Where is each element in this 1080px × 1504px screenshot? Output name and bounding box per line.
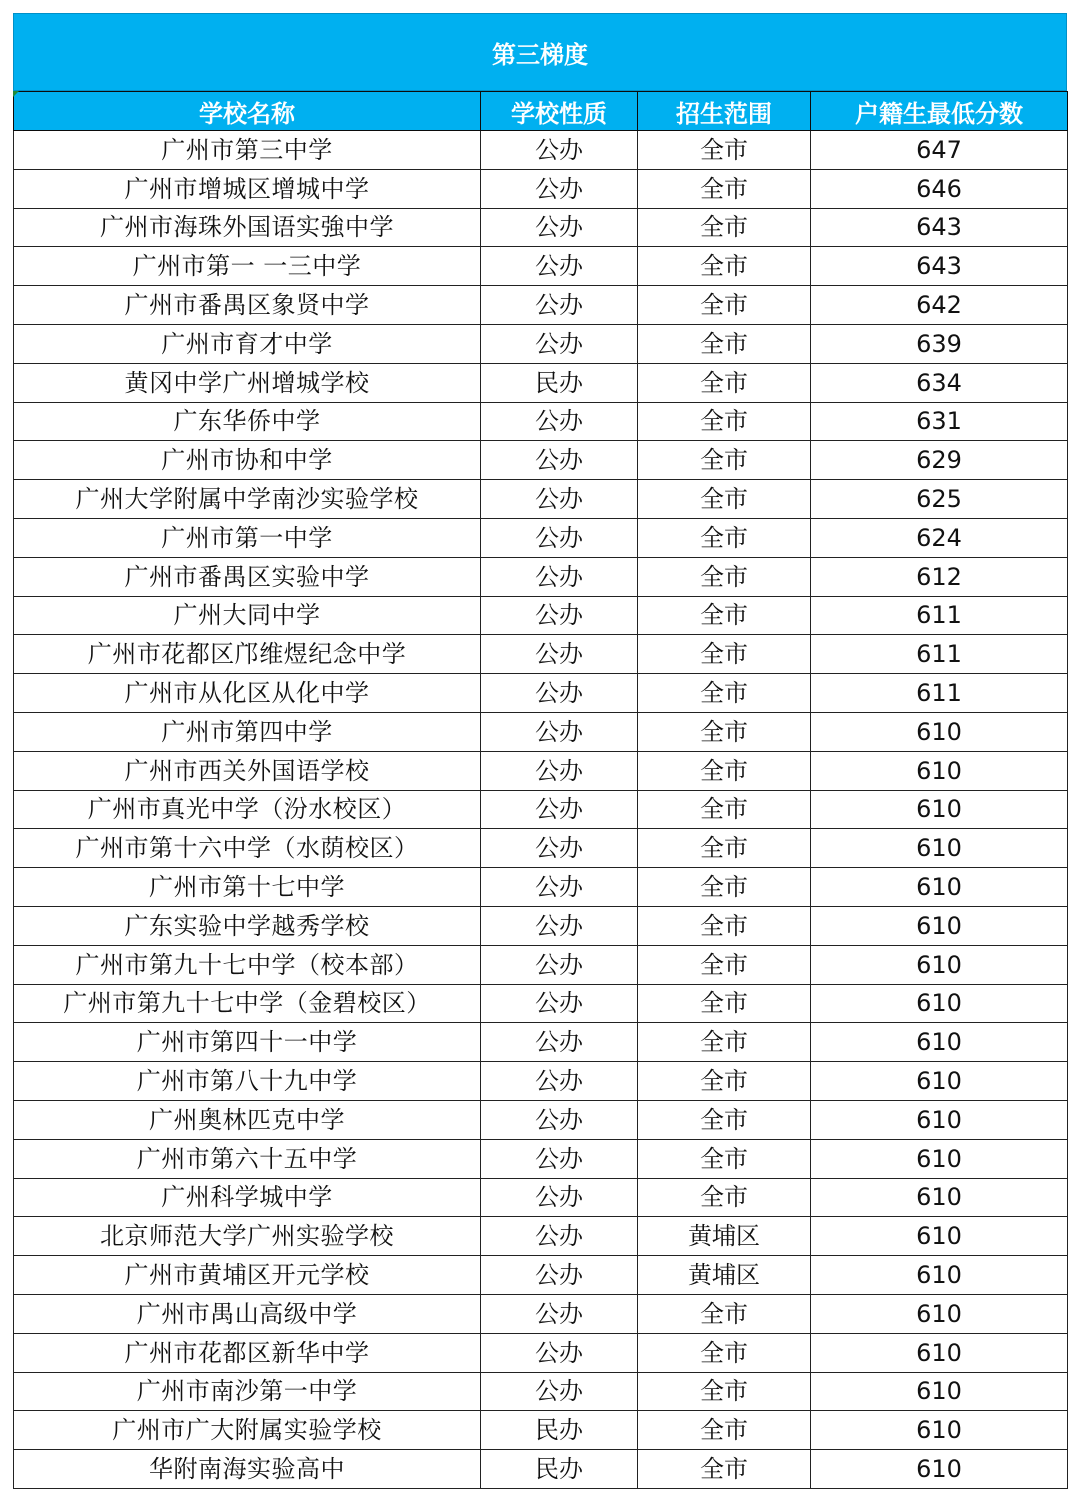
- cell-school-type: 公办: [481, 868, 638, 907]
- cell-enrollment-scope: 全市: [638, 131, 811, 170]
- table-row: [14, 1023, 1068, 1062]
- cell-enrollment-scope: 全市: [638, 1450, 811, 1489]
- cell-min-score: 610: [811, 1139, 1068, 1178]
- cell-enrollment-scope: 全市: [638, 557, 811, 596]
- cell-school-type: 公办: [481, 557, 638, 596]
- cell-school-name: 广州大同中学: [14, 596, 481, 635]
- cell-enrollment-scope: 全市: [638, 480, 811, 519]
- cell-min-score: 646: [811, 169, 1068, 208]
- cell-enrollment-scope: 全市: [638, 829, 811, 868]
- cell-min-score: 610: [811, 1411, 1068, 1450]
- cell-school-type: 公办: [481, 1372, 638, 1411]
- cell-school-name: 广州市真光中学（汾水校区）: [14, 790, 481, 829]
- cell-school-type: 公办: [481, 1333, 638, 1372]
- cell-school-name: 广州市第四十一中学: [14, 1023, 481, 1062]
- table-title: 第三梯度: [13, 13, 1067, 91]
- cell-enrollment-scope: 全市: [638, 1139, 811, 1178]
- cell-min-score: 611: [811, 596, 1068, 635]
- table-row: [14, 518, 1068, 557]
- cell-enrollment-scope: 全市: [638, 945, 811, 984]
- cell-school-type: 公办: [481, 984, 638, 1023]
- cell-min-score: 610: [811, 1372, 1068, 1411]
- cell-min-score: 610: [811, 945, 1068, 984]
- cell-min-score: 610: [811, 790, 1068, 829]
- cell-school-name: 广州市从化区从化中学: [14, 674, 481, 713]
- cell-min-score: 631: [811, 402, 1068, 441]
- cell-school-name: 广州市广大附属实验学校: [14, 1411, 481, 1450]
- cell-enrollment-scope: 全市: [638, 1372, 811, 1411]
- cell-school-name: 华附南海实验高中: [14, 1450, 481, 1489]
- cell-enrollment-scope: 黄埔区: [638, 1217, 811, 1256]
- cell-school-name: 广州市海珠外国语实強中学: [14, 208, 481, 247]
- cell-school-type: 民办: [481, 1411, 638, 1450]
- cell-school-name: 广州市第一中学: [14, 518, 481, 557]
- cell-enrollment-scope: 全市: [638, 441, 811, 480]
- cell-school-name: 黄冈中学广州增城学校: [14, 363, 481, 402]
- cell-min-score: 610: [811, 1178, 1068, 1217]
- cell-min-score: 643: [811, 247, 1068, 286]
- cell-school-name: 广州市增城区增城中学: [14, 169, 481, 208]
- cell-school-type: 公办: [481, 674, 638, 713]
- cell-enrollment-scope: 黄埔区: [638, 1256, 811, 1295]
- cell-school-name: 广州奥林匹克中学: [14, 1100, 481, 1139]
- cell-min-score: 610: [811, 984, 1068, 1023]
- cell-min-score: 610: [811, 1217, 1068, 1256]
- cell-enrollment-scope: 全市: [638, 674, 811, 713]
- cell-enrollment-scope: 全市: [638, 790, 811, 829]
- cell-enrollment-scope: 全市: [638, 1294, 811, 1333]
- cell-enrollment-scope: 全市: [638, 596, 811, 635]
- table-row: [14, 674, 1068, 713]
- cell-school-type: 公办: [481, 1294, 638, 1333]
- cell-enrollment-scope: 全市: [638, 712, 811, 751]
- cell-enrollment-scope: 全市: [638, 751, 811, 790]
- cell-min-score: 624: [811, 518, 1068, 557]
- cell-min-score: 610: [811, 1333, 1068, 1372]
- cell-school-name: 广州大学附属中学南沙实验学校: [14, 480, 481, 519]
- cell-school-type: 公办: [481, 441, 638, 480]
- cell-min-score: 610: [811, 829, 1068, 868]
- cell-enrollment-scope: 全市: [638, 984, 811, 1023]
- cell-min-score: 610: [811, 1256, 1068, 1295]
- cell-school-type: 公办: [481, 208, 638, 247]
- table-row: [14, 945, 1068, 984]
- cell-min-score: 639: [811, 324, 1068, 363]
- cell-school-type: 公办: [481, 518, 638, 557]
- table-row: [14, 324, 1068, 363]
- table-row: [14, 286, 1068, 325]
- cell-school-name: 广州市南沙第一中学: [14, 1372, 481, 1411]
- header-school-name: 学校名称: [14, 92, 481, 131]
- table-row: [14, 480, 1068, 519]
- cell-school-name: 广州市第十六中学（水荫校区）: [14, 829, 481, 868]
- cell-enrollment-scope: 全市: [638, 1023, 811, 1062]
- cell-school-type: 公办: [481, 1062, 638, 1101]
- cell-school-type: 民办: [481, 363, 638, 402]
- table-row: [14, 1217, 1068, 1256]
- cell-min-score: 610: [811, 1062, 1068, 1101]
- cell-school-type: 公办: [481, 247, 638, 286]
- cell-enrollment-scope: 全市: [638, 635, 811, 674]
- table-row: [14, 402, 1068, 441]
- table-row: [14, 1372, 1068, 1411]
- cell-school-name: 广州市花都区邝维煜纪念中学: [14, 635, 481, 674]
- cell-school-name: 广州市西关外国语学校: [14, 751, 481, 790]
- cell-school-type: 公办: [481, 945, 638, 984]
- cell-school-type: 公办: [481, 829, 638, 868]
- cell-school-type: 公办: [481, 131, 638, 170]
- cell-school-name: 广州市第九十七中学（校本部）: [14, 945, 481, 984]
- cell-school-type: 公办: [481, 712, 638, 751]
- cell-enrollment-scope: 全市: [638, 247, 811, 286]
- table-row: [14, 247, 1068, 286]
- cell-school-name: 广州市协和中学: [14, 441, 481, 480]
- cell-min-score: 610: [811, 712, 1068, 751]
- table-row: [14, 1256, 1068, 1295]
- table-row: [14, 984, 1068, 1023]
- cell-min-score: 625: [811, 480, 1068, 519]
- cell-school-name: 广州市第六十五中学: [14, 1139, 481, 1178]
- cell-school-type: 公办: [481, 596, 638, 635]
- table-row: [14, 363, 1068, 402]
- cell-school-name: 广州市第三中学: [14, 131, 481, 170]
- cell-school-name: 广州市育才中学: [14, 324, 481, 363]
- table-row: [14, 712, 1068, 751]
- table-row: [14, 1100, 1068, 1139]
- cell-enrollment-scope: 全市: [638, 1333, 811, 1372]
- cell-school-type: 公办: [481, 1023, 638, 1062]
- cell-school-name: 广州市番禺区实验中学: [14, 557, 481, 596]
- table-row: [14, 1062, 1068, 1101]
- cell-min-score: 610: [811, 906, 1068, 945]
- cell-school-type: 公办: [481, 790, 638, 829]
- cell-school-name: 北京师范大学广州实验学校: [14, 1217, 481, 1256]
- cell-min-score: 610: [811, 1023, 1068, 1062]
- table-row: [14, 751, 1068, 790]
- cell-enrollment-scope: 全市: [638, 208, 811, 247]
- cell-enrollment-scope: 全市: [638, 906, 811, 945]
- cell-enrollment-scope: 全市: [638, 518, 811, 557]
- table-row: [14, 829, 1068, 868]
- table-body: [14, 131, 1068, 1489]
- cell-min-score: 610: [811, 751, 1068, 790]
- table-row: [14, 596, 1068, 635]
- table-header: [14, 92, 1068, 131]
- cell-school-name: 广州市第十七中学: [14, 868, 481, 907]
- cell-school-name: 广东实验中学越秀学校: [14, 906, 481, 945]
- cell-school-name: 广州市番禺区象贤中学: [14, 286, 481, 325]
- table-row: [14, 557, 1068, 596]
- cell-enrollment-scope: 全市: [638, 868, 811, 907]
- header-row: [14, 92, 1068, 131]
- cell-school-name: 广州市第八十九中学: [14, 1062, 481, 1101]
- cell-min-score: 634: [811, 363, 1068, 402]
- table-row: [14, 1294, 1068, 1333]
- cell-school-type: 公办: [481, 906, 638, 945]
- cell-school-name: 广州市第一 一三中学: [14, 247, 481, 286]
- cell-enrollment-scope: 全市: [638, 1178, 811, 1217]
- cell-school-name: 广州市第九十七中学（金碧校区）: [14, 984, 481, 1023]
- cell-school-type: 公办: [481, 751, 638, 790]
- cell-min-score: 611: [811, 674, 1068, 713]
- cell-school-name: 广东华侨中学: [14, 402, 481, 441]
- table-row: [14, 1450, 1068, 1489]
- cell-school-type: 公办: [481, 286, 638, 325]
- cell-school-type: 公办: [481, 1178, 638, 1217]
- table-row: [14, 868, 1068, 907]
- table-row: [14, 1333, 1068, 1372]
- cell-min-score: 610: [811, 1294, 1068, 1333]
- cell-min-score: 610: [811, 1450, 1068, 1489]
- table-row: [14, 441, 1068, 480]
- cell-school-name: 广州市花都区新华中学: [14, 1333, 481, 1372]
- cell-enrollment-scope: 全市: [638, 286, 811, 325]
- cell-school-type: 公办: [481, 635, 638, 674]
- table-row: [14, 1411, 1068, 1450]
- cell-enrollment-scope: 全市: [638, 324, 811, 363]
- cell-min-score: 610: [811, 868, 1068, 907]
- header-enrollment-scope: 招生范围: [638, 92, 811, 131]
- cell-school-type: 公办: [481, 402, 638, 441]
- cell-school-type: 公办: [481, 480, 638, 519]
- table-row: [14, 906, 1068, 945]
- cell-enrollment-scope: 全市: [638, 1100, 811, 1139]
- table-row: [14, 790, 1068, 829]
- cell-min-score: 643: [811, 208, 1068, 247]
- cell-enrollment-scope: 全市: [638, 169, 811, 208]
- cell-school-type: 公办: [481, 1217, 638, 1256]
- cell-school-name: 广州市禺山高级中学: [14, 1294, 481, 1333]
- cell-enrollment-scope: 全市: [638, 402, 811, 441]
- table-row: [14, 635, 1068, 674]
- cell-school-name: 广州市第四中学: [14, 712, 481, 751]
- table-row: [14, 1178, 1068, 1217]
- cell-min-score: 642: [811, 286, 1068, 325]
- cell-school-name: 广州市黄埔区开元学校: [14, 1256, 481, 1295]
- cell-min-score: 612: [811, 557, 1068, 596]
- table-row: [14, 169, 1068, 208]
- cell-min-score: 611: [811, 635, 1068, 674]
- cell-school-type: 公办: [481, 169, 638, 208]
- score-table: [13, 91, 1068, 1489]
- cell-school-type: 公办: [481, 324, 638, 363]
- header-min-score: 户籍生最低分数: [811, 92, 1068, 131]
- score-table-container: [13, 13, 1067, 1489]
- cell-school-type: 公办: [481, 1100, 638, 1139]
- table-row: [14, 1139, 1068, 1178]
- cell-school-type: 民办: [481, 1450, 638, 1489]
- cell-school-name: 广州科学城中学: [14, 1178, 481, 1217]
- header-school-type: 学校性质: [481, 92, 638, 131]
- cell-enrollment-scope: 全市: [638, 363, 811, 402]
- cell-enrollment-scope: 全市: [638, 1062, 811, 1101]
- cell-school-type: 公办: [481, 1139, 638, 1178]
- cell-school-type: 公办: [481, 1256, 638, 1295]
- table-row: [14, 131, 1068, 170]
- cell-min-score: 629: [811, 441, 1068, 480]
- cell-indicator-mark: [13, 91, 19, 97]
- cell-min-score: 647: [811, 131, 1068, 170]
- cell-enrollment-scope: 全市: [638, 1411, 811, 1450]
- table-row: [14, 208, 1068, 247]
- cell-min-score: 610: [811, 1100, 1068, 1139]
